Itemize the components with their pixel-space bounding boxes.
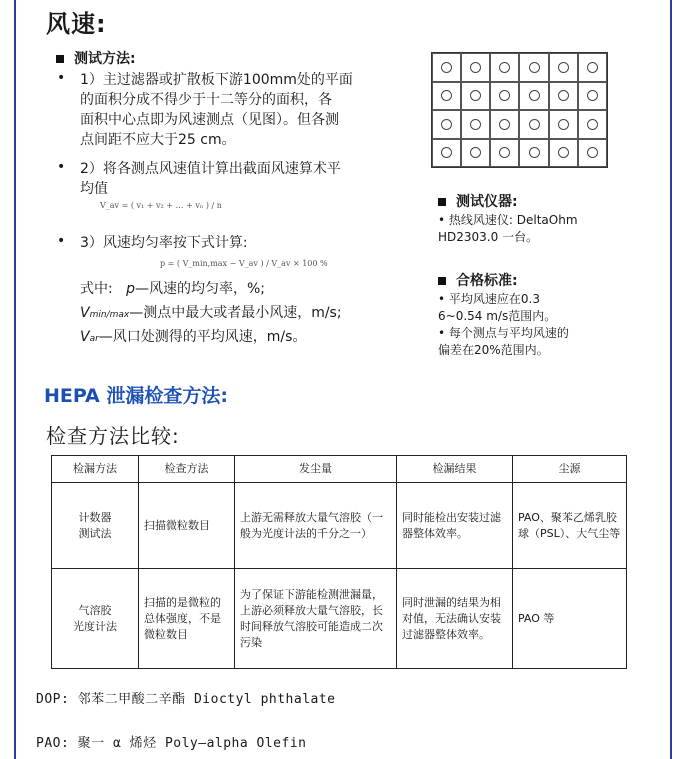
measurement-point-icon xyxy=(529,90,540,101)
table-row xyxy=(52,483,627,569)
instrument-heading xyxy=(438,191,518,211)
grid-cell xyxy=(549,82,578,111)
standard-line: 6~0.54 m/s范围内。 xyxy=(438,309,557,323)
measurement-point-icon xyxy=(441,119,452,130)
left-frame-border xyxy=(14,0,16,759)
test-method-item-1 xyxy=(80,70,410,150)
grid-cell xyxy=(461,139,490,168)
measurement-point-icon xyxy=(441,62,452,73)
formula-uniformity: p = ( V_min,max − V_av ) / V_av × 100 % xyxy=(160,259,328,268)
measurement-point-icon xyxy=(529,119,540,130)
grid-cell xyxy=(578,110,607,139)
grid-cell xyxy=(519,82,548,111)
table-cell: PAO 等 xyxy=(513,569,627,669)
symbol-v-subscript: min/max xyxy=(89,310,130,320)
grid-cell xyxy=(461,82,490,111)
measurement-point-icon xyxy=(529,147,540,158)
grid-cell xyxy=(549,110,578,139)
comparison-table xyxy=(51,455,627,669)
table-header-cell: 检漏方法 xyxy=(52,456,139,483)
grid-cell xyxy=(461,53,490,82)
symbol-var: V xyxy=(80,329,90,345)
definition-vminmax xyxy=(80,303,342,325)
table-row xyxy=(52,569,627,669)
bullet-icon: • xyxy=(57,233,66,249)
standard-line: • 平均风速应在0.3 xyxy=(438,292,540,306)
standard-heading-text: 合格标准: xyxy=(456,273,518,289)
measurement-point-icon xyxy=(470,62,481,73)
measurement-point-icon xyxy=(558,147,569,158)
footnote-pao: PAO: 聚一 α 烯烃 Poly—alpha Olefin xyxy=(36,736,307,751)
item1-line: 点间距不应大于25 cm。 xyxy=(80,132,236,148)
table-cell: 扫描微粒数目 xyxy=(139,483,235,569)
table-header-cell: 检查方法 xyxy=(139,456,235,483)
symbol-v: V xyxy=(80,305,90,321)
grid-cell xyxy=(432,110,461,139)
instrument-line: HD2303.0 一台。 xyxy=(438,230,539,244)
grid-cell xyxy=(490,139,519,168)
measurement-point-icon xyxy=(558,62,569,73)
grid-cell xyxy=(461,110,490,139)
page-title: 风速: xyxy=(46,10,107,38)
measurement-point-icon xyxy=(499,147,510,158)
measurement-point-icon xyxy=(470,90,481,101)
symbol-var-subscript: ar xyxy=(89,334,99,344)
grid-cell xyxy=(578,139,607,168)
table-header-cell: 检漏结果 xyxy=(397,456,513,483)
test-method-item-3: 3）风速均匀率按下式计算: xyxy=(80,235,248,251)
instrument-line: • 热线风速仪: DeltaOhm xyxy=(438,213,578,227)
measurement-point-icon xyxy=(558,90,569,101)
table-cell: 计数器 测试法 xyxy=(52,483,139,569)
measurement-point-icon xyxy=(441,90,452,101)
measurement-point-icon xyxy=(470,147,481,158)
table-header-cell: 尘源 xyxy=(513,456,627,483)
standard-line: • 每个测点与平均风速的 xyxy=(438,326,569,340)
item1-line: 的面积分成不得少于十二等分的面积，各 xyxy=(80,92,332,108)
definition-var xyxy=(80,327,306,349)
grid-cell xyxy=(432,82,461,111)
formula-average-velocity: V_av = ( v₁ + v₂ + … + vₙ ) / n xyxy=(100,201,222,210)
item1-line: 面积中心点即为风速测点（见图）。但各测 xyxy=(80,112,339,128)
standard-heading xyxy=(438,270,518,290)
standard-text xyxy=(438,291,569,359)
test-method-heading-text: 测试方法: xyxy=(74,51,136,67)
grid-cell xyxy=(432,139,461,168)
item2-line: 均值 xyxy=(80,181,108,197)
comparison-title: 检查方法比较: xyxy=(46,424,180,448)
table-header-row xyxy=(52,456,627,483)
measurement-point-icon xyxy=(558,119,569,130)
measurement-point-icon xyxy=(470,119,481,130)
measurement-point-icon xyxy=(499,62,510,73)
table-cell: 为了保证下游能检测泄漏量，上游必须释放大量气溶胶，长时间释放气溶胶可能造成二次污染 xyxy=(235,569,397,669)
definition-p-text: —风速的均匀率，%; xyxy=(134,281,265,297)
measurement-point-icon xyxy=(587,90,598,101)
item2-line: 2）将各测点风速值计算出截面风速算术平 xyxy=(80,161,341,177)
grid-cell xyxy=(432,53,461,82)
standard-line: 偏差在20%范围内。 xyxy=(438,343,549,357)
table-cell: 同时泄漏的结果为相对值，无法确认安装过滤器整体效率。 xyxy=(397,569,513,669)
definition-var-text: —风口处测得的平均风速，m/s。 xyxy=(98,329,307,345)
hepa-section-title: HEPA 泄漏检查方法: xyxy=(44,385,228,407)
table-cell: PAO、聚苯乙烯乳胶球（PSL）、大气尘等 xyxy=(513,483,627,569)
where-label: 式中: xyxy=(80,281,113,297)
measurement-point-icon xyxy=(587,119,598,130)
measurement-point-icon xyxy=(529,62,540,73)
symbol-p: p xyxy=(126,281,135,297)
footnote-dop: DOP: 邻苯二甲酸二辛酯 Dioctyl phthalate xyxy=(36,692,336,707)
definition-p xyxy=(80,279,265,299)
right-frame-border xyxy=(670,0,672,759)
bullet-icon: • xyxy=(57,70,66,86)
square-bullet-icon xyxy=(438,277,446,285)
measurement-point-icon xyxy=(499,119,510,130)
bullet-icon: • xyxy=(57,159,66,175)
measurement-point-icon xyxy=(499,90,510,101)
instrument-text xyxy=(438,212,578,246)
table-cell: 同时能检出安装过滤器整体效率。 xyxy=(397,483,513,569)
grid-cell xyxy=(519,110,548,139)
grid-cell xyxy=(549,139,578,168)
item1-line: 1）主过滤器或扩散板下游100mm处的平面 xyxy=(80,72,353,88)
measurement-point-grid xyxy=(431,52,608,168)
grid-cell xyxy=(519,53,548,82)
grid-cell xyxy=(490,110,519,139)
grid-cell xyxy=(490,82,519,111)
table-cell: 气溶胶 光度计法 xyxy=(52,569,139,669)
square-bullet-icon xyxy=(438,198,446,206)
grid-cell xyxy=(549,53,578,82)
grid-cell xyxy=(519,139,548,168)
table-cell: 扫描的是微粒的总体强度，不是微粒数目 xyxy=(139,569,235,669)
square-bullet-icon xyxy=(56,55,64,63)
instrument-heading-text: 测试仪器: xyxy=(456,194,518,210)
definition-vminmax-text: —测点中最大或者最小风速，m/s; xyxy=(129,305,342,321)
grid-cell xyxy=(578,82,607,111)
table-header-cell: 发尘量 xyxy=(235,456,397,483)
grid-cell xyxy=(490,53,519,82)
measurement-point-icon xyxy=(587,62,598,73)
grid-cell xyxy=(578,53,607,82)
measurement-point-icon xyxy=(441,147,452,158)
measurement-point-icon xyxy=(587,147,598,158)
test-method-heading xyxy=(56,48,136,68)
test-method-item-2 xyxy=(80,159,410,199)
table-cell: 上游无需释放大量气溶胶（一般为光度计法的千分之一） xyxy=(235,483,397,569)
